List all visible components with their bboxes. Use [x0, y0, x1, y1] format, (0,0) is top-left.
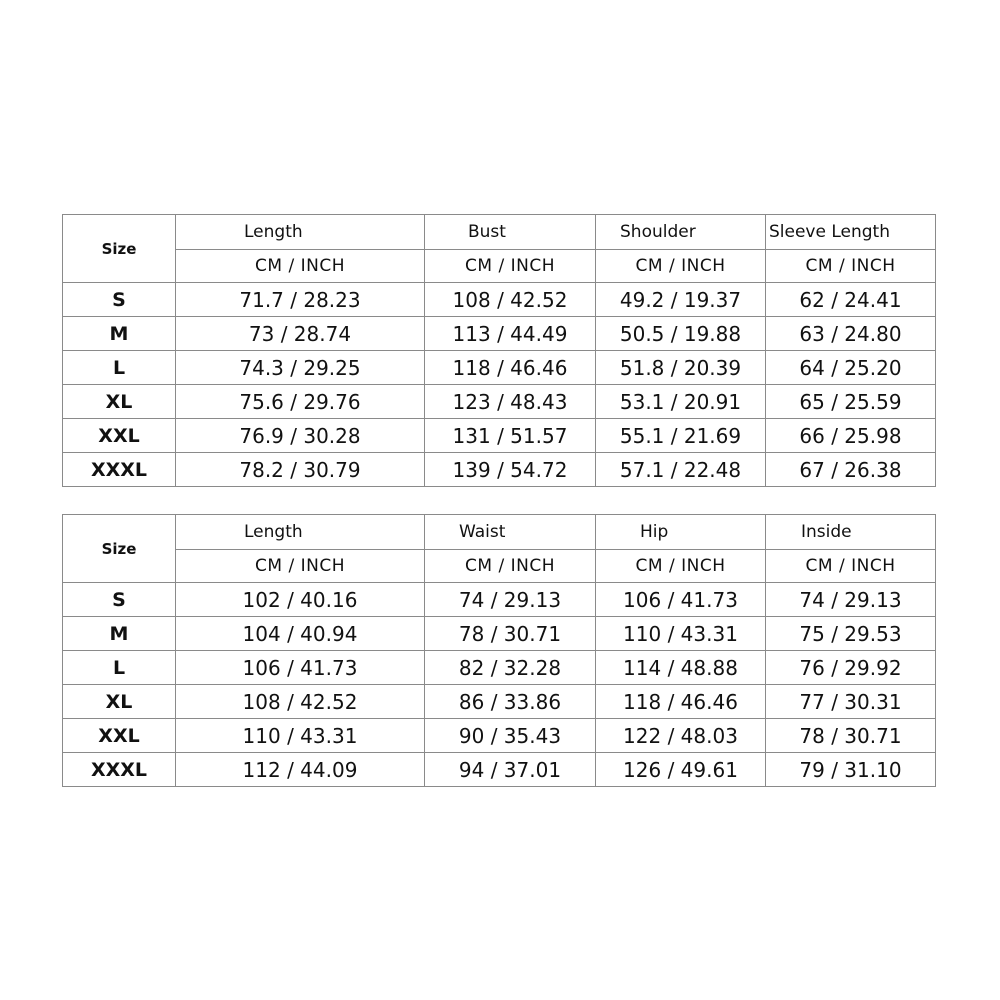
table-row [63, 617, 936, 651]
table-row [63, 753, 936, 787]
sleeve-length-column-header: Sleeve Length [766, 215, 936, 250]
size-label: M [63, 617, 176, 651]
table-row [63, 317, 936, 351]
length-value: 112 / 44.09 [176, 753, 425, 787]
shoulder-value: 57.1 / 22.48 [596, 453, 766, 487]
waist-column-header: Waist [425, 515, 596, 550]
size-label: XXXL [63, 453, 176, 487]
bust-value: 131 / 51.57 [425, 419, 596, 453]
length-value: 104 / 40.94 [176, 617, 425, 651]
inside-value: 75 / 29.53 [766, 617, 936, 651]
size-label: M [63, 317, 176, 351]
size-column-header: Size [63, 515, 176, 583]
bottom-size-table [62, 514, 936, 787]
inside-value: 78 / 30.71 [766, 719, 936, 753]
sleeve-length-value: 62 / 24.41 [766, 283, 936, 317]
sleeve-length-value: 64 / 25.20 [766, 351, 936, 385]
inside-value: 74 / 29.13 [766, 583, 936, 617]
table-row [63, 385, 936, 419]
table-row [63, 453, 936, 487]
sleeve-length-value: 65 / 25.59 [766, 385, 936, 419]
length-value: 110 / 43.31 [176, 719, 425, 753]
hip-value: 114 / 48.88 [596, 651, 766, 685]
shoulder-value: 49.2 / 19.37 [596, 283, 766, 317]
size-column-header: Size [63, 215, 176, 283]
length-value: 76.9 / 30.28 [176, 419, 425, 453]
unit-header-row [63, 550, 936, 583]
unit-header: CM / INCH [425, 250, 596, 283]
waist-value: 74 / 29.13 [425, 583, 596, 617]
unit-header: CM / INCH [766, 250, 936, 283]
bust-column-header: Bust [425, 215, 596, 250]
shoulder-column-header: Shoulder [596, 215, 766, 250]
waist-value: 86 / 33.86 [425, 685, 596, 719]
hip-column-header: Hip [596, 515, 766, 550]
length-column-header: Length [176, 515, 425, 550]
size-label: S [63, 283, 176, 317]
waist-value: 94 / 37.01 [425, 753, 596, 787]
sleeve-length-value: 66 / 25.98 [766, 419, 936, 453]
table-row [63, 651, 936, 685]
unit-header: CM / INCH [596, 550, 766, 583]
shoulder-value: 51.8 / 20.39 [596, 351, 766, 385]
unit-header-row [63, 250, 936, 283]
length-value: 74.3 / 29.25 [176, 351, 425, 385]
table-header-row [63, 215, 936, 250]
bust-value: 108 / 42.52 [425, 283, 596, 317]
table-row [63, 685, 936, 719]
unit-header: CM / INCH [176, 250, 425, 283]
unit-header: CM / INCH [596, 250, 766, 283]
hip-value: 106 / 41.73 [596, 583, 766, 617]
size-label: XXL [63, 719, 176, 753]
size-label: XXL [63, 419, 176, 453]
unit-header: CM / INCH [425, 550, 596, 583]
size-label: L [63, 351, 176, 385]
bust-value: 123 / 48.43 [425, 385, 596, 419]
length-value: 73 / 28.74 [176, 317, 425, 351]
size-label: XL [63, 685, 176, 719]
waist-value: 78 / 30.71 [425, 617, 596, 651]
size-label: S [63, 583, 176, 617]
inside-column-header: Inside [766, 515, 936, 550]
table-header-row [63, 515, 936, 550]
inside-value: 77 / 30.31 [766, 685, 936, 719]
table-row [63, 419, 936, 453]
waist-value: 82 / 32.28 [425, 651, 596, 685]
length-column-header: Length [176, 215, 425, 250]
inside-value: 79 / 31.10 [766, 753, 936, 787]
sleeve-length-value: 63 / 24.80 [766, 317, 936, 351]
top-size-table [62, 214, 936, 487]
shoulder-value: 55.1 / 21.69 [596, 419, 766, 453]
bust-value: 113 / 44.49 [425, 317, 596, 351]
length-value: 71.7 / 28.23 [176, 283, 425, 317]
shoulder-value: 50.5 / 19.88 [596, 317, 766, 351]
inside-value: 76 / 29.92 [766, 651, 936, 685]
hip-value: 110 / 43.31 [596, 617, 766, 651]
shoulder-value: 53.1 / 20.91 [596, 385, 766, 419]
table-row [63, 351, 936, 385]
length-value: 75.6 / 29.76 [176, 385, 425, 419]
hip-value: 122 / 48.03 [596, 719, 766, 753]
size-label: XL [63, 385, 176, 419]
length-value: 106 / 41.73 [176, 651, 425, 685]
length-value: 102 / 40.16 [176, 583, 425, 617]
hip-value: 126 / 49.61 [596, 753, 766, 787]
table-row [63, 583, 936, 617]
unit-header: CM / INCH [766, 550, 936, 583]
length-value: 108 / 42.52 [176, 685, 425, 719]
bust-value: 118 / 46.46 [425, 351, 596, 385]
length-value: 78.2 / 30.79 [176, 453, 425, 487]
table-row [63, 719, 936, 753]
size-label: L [63, 651, 176, 685]
waist-value: 90 / 35.43 [425, 719, 596, 753]
sleeve-length-value: 67 / 26.38 [766, 453, 936, 487]
unit-header: CM / INCH [176, 550, 425, 583]
table-row [63, 283, 936, 317]
hip-value: 118 / 46.46 [596, 685, 766, 719]
bust-value: 139 / 54.72 [425, 453, 596, 487]
size-label: XXXL [63, 753, 176, 787]
